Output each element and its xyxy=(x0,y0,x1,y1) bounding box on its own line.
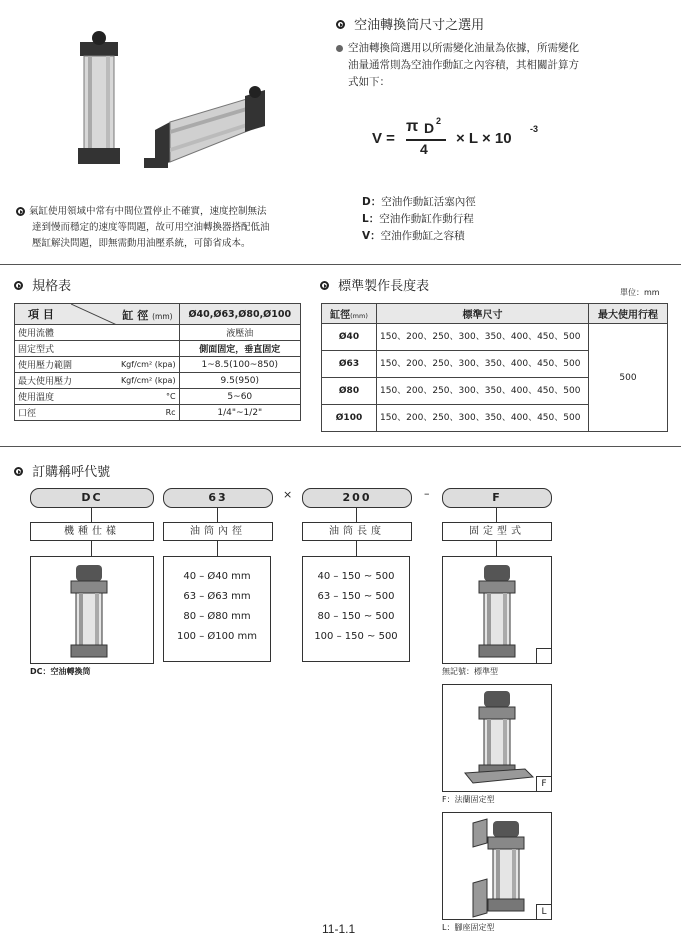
air-oil-desc-line2: 油量通常則為空油作動缸之內容積，其相關計算方 xyxy=(348,59,579,71)
spec-row-label: 固定型式 xyxy=(15,341,102,357)
standard-row-bore: Ø63 xyxy=(322,351,377,378)
code-pill-bore: 63 xyxy=(163,488,273,508)
note-line2: 達到慢而穩定的速度等問題，故可用空油轉換器搭配低油 xyxy=(32,222,270,233)
standard-row-sizes: 150、200、250、300、350、400、450、500 xyxy=(377,405,589,432)
standard-row-bore: Ø40 xyxy=(322,324,377,351)
air-oil-title-row xyxy=(336,14,484,33)
spec-row-label: 口徑 xyxy=(15,405,102,421)
bore-option: 40 – Ø40 mm xyxy=(183,571,251,582)
cylinder-flange-icon xyxy=(443,685,551,791)
order-title: 訂購稱呼代號 xyxy=(32,465,111,480)
formula-exponent: -3 xyxy=(530,124,539,134)
standard-row-sizes: 150、200、250、300、350、400、450、500 xyxy=(377,351,589,378)
note-line1: 氣缸使用領域中常有中間位置停止不確實，速度控制無法 xyxy=(29,206,267,217)
label-length: 油筒長度 xyxy=(302,522,412,541)
spec-row-label: 使用溫度 xyxy=(15,389,102,405)
bore-option: 100 – Ø100 mm xyxy=(176,631,258,642)
spec-head-bore: 缸 徑 xyxy=(122,309,149,322)
variable-definitions xyxy=(362,194,476,245)
standard-title: 標準製作長度表 xyxy=(338,279,430,294)
dot-icon xyxy=(336,45,343,52)
spec-table xyxy=(14,303,301,421)
mount-foot-caption: L：腳座固定型 xyxy=(442,923,495,932)
code-pill-mount: F xyxy=(442,488,552,508)
section-bullet-icon xyxy=(320,281,329,290)
spec-row-unit: Kgf/cm² (kpa) xyxy=(101,357,179,373)
definition-v xyxy=(362,228,476,245)
spec-row-label: 使用流體 xyxy=(15,325,102,341)
spec-row-label: 使用壓力範圍 xyxy=(15,357,102,373)
code-pill-length: 200 xyxy=(302,488,412,508)
length-options-box xyxy=(302,556,410,662)
standard-unit-note: 單位：mm xyxy=(620,288,660,297)
connector-line xyxy=(217,540,218,556)
formula-tail: × L × 10 xyxy=(456,130,512,147)
length-option: 40 – 150 ~ 500 xyxy=(317,571,395,582)
spec-row-value: 9.5(950) xyxy=(179,373,300,389)
spec-row xyxy=(15,405,301,421)
spec-row-value: 5~60 xyxy=(179,389,300,405)
length-option: 80 – 150 ~ 500 xyxy=(317,611,395,622)
section-bullet-icon xyxy=(14,281,23,290)
connector-line xyxy=(496,540,497,556)
formula-d-exponent: 2 xyxy=(436,116,442,126)
spec-title: 規格表 xyxy=(32,279,72,294)
standard-max-value: 500 xyxy=(589,324,668,432)
standard-head-bore: 缸徑 xyxy=(330,310,351,321)
spec-row-value: 1/4"~1/2" xyxy=(179,405,300,421)
definition-l xyxy=(362,211,476,228)
spec-row xyxy=(15,357,301,373)
spec-row-label: 最大使用壓力 xyxy=(15,373,102,389)
mount-standard-caption: 無記號：標準型 xyxy=(442,667,498,676)
standard-head-bore-unit: (mm) xyxy=(350,312,368,320)
definition-key: V： xyxy=(362,230,381,242)
cylinder-standard-icon xyxy=(443,557,551,663)
standard-length-table xyxy=(321,303,668,432)
section-bullet-icon xyxy=(16,207,25,216)
order-title-row xyxy=(14,461,110,480)
formula-denominator: 4 xyxy=(420,141,428,157)
spec-title-row xyxy=(14,275,71,294)
connector-line xyxy=(217,507,218,522)
formula-pi: π xyxy=(406,118,419,135)
standard-row-sizes: 150、200、250、300、350、400、450、500 xyxy=(377,324,589,351)
standard-row xyxy=(322,324,668,351)
bore-options-box xyxy=(163,556,271,662)
application-note xyxy=(16,204,316,252)
mount-letter-foot: L xyxy=(536,904,551,919)
spec-row xyxy=(15,389,301,405)
separator-dash: – xyxy=(424,487,430,500)
formula-v: V = xyxy=(372,130,395,147)
spec-row-unit: Rc xyxy=(101,405,179,421)
page-number: 11-1.1 xyxy=(322,922,356,936)
product-photo xyxy=(70,30,280,180)
spec-row-value: 液壓油 xyxy=(179,325,300,341)
definition-text: 空油作動缸活塞內徑 xyxy=(381,196,476,208)
dc-image-box xyxy=(30,556,154,664)
standard-head-max: 最大使用行程 xyxy=(589,304,668,324)
air-oil-desc-line3: 式如下： xyxy=(348,76,390,88)
separator-x-1: × xyxy=(283,488,293,501)
mount-foot-box xyxy=(442,812,552,920)
dc-caption: DC：空油轉換筒 xyxy=(30,667,91,676)
spec-row-value: 1~8.5(100~850) xyxy=(179,357,300,373)
label-bore: 油筒內徑 xyxy=(163,522,273,541)
label-model-spec: 機種仕樣 xyxy=(30,522,154,541)
formula-d: D xyxy=(424,120,435,136)
spec-row-unit: °C xyxy=(101,389,179,405)
air-oil-desc-line1: 空油轉換筒選用以所需變化油量為依據，所需變化 xyxy=(348,42,579,54)
standard-head-size: 標準尺寸 xyxy=(377,304,589,324)
air-oil-description xyxy=(336,40,646,91)
standard-title-row xyxy=(320,275,429,294)
label-mount: 固定型式 xyxy=(442,522,552,541)
spec-row xyxy=(15,373,301,389)
mount-standard-box xyxy=(442,556,552,664)
section-bullet-icon xyxy=(336,20,345,29)
spec-header-item-cell xyxy=(15,304,180,325)
connector-line xyxy=(91,507,92,522)
bore-option: 80 – Ø80 mm xyxy=(183,611,251,622)
definition-key: L： xyxy=(362,213,380,225)
standard-head-bore-cell xyxy=(322,304,377,324)
standard-row-bore: Ø100 xyxy=(322,405,377,432)
length-option: 100 – 150 ~ 500 xyxy=(314,631,398,642)
mount-letter-standard xyxy=(536,648,551,663)
note-line3: 壓缸解決問題，即無需動用油壓系統，可節省成本。 xyxy=(32,238,251,249)
standard-row-bore: Ø80 xyxy=(322,378,377,405)
divider-top xyxy=(0,264,681,265)
spec-head-unit: (mm) xyxy=(152,312,173,321)
spec-head-item: 項 目 xyxy=(28,308,54,321)
definition-text: 空油作動缸作動行程 xyxy=(379,213,474,225)
diagonal-divider xyxy=(71,304,117,325)
connector-line xyxy=(356,507,357,522)
definition-d xyxy=(362,194,476,211)
standard-row-sizes: 150、200、250、300、350、400、450、500 xyxy=(377,378,589,405)
spec-head-bore-wrap xyxy=(122,307,172,323)
bore-option: 63 – Ø63 mm xyxy=(183,591,251,602)
standard-header-row xyxy=(322,304,668,324)
spec-row-unit xyxy=(101,325,179,341)
spec-row-unit: Kgf/cm² (kpa) xyxy=(101,373,179,389)
length-option: 63 – 150 ~ 500 xyxy=(317,591,395,602)
cylinder-foot-icon xyxy=(443,813,551,919)
connector-line xyxy=(356,540,357,556)
code-pill-model: DC xyxy=(30,488,154,508)
mount-letter-flange: F xyxy=(536,776,551,791)
mount-flange-caption: F：法蘭固定型 xyxy=(442,795,495,804)
connector-line xyxy=(91,540,92,556)
spec-row-unit xyxy=(101,341,179,357)
spec-row-value: 側面固定，垂直固定 xyxy=(179,341,300,357)
section-bullet-icon xyxy=(14,467,23,476)
spec-header-row xyxy=(15,304,301,325)
definition-key: D： xyxy=(362,196,382,208)
connector-line xyxy=(496,507,497,522)
spec-head-value: Ø40,Ø63,Ø80,Ø100 xyxy=(179,304,300,325)
spec-row xyxy=(15,325,301,341)
cylinder-vertical-icon xyxy=(31,557,153,663)
spec-row xyxy=(15,341,301,357)
definition-text: 空油作動缸之容積 xyxy=(380,230,465,242)
air-oil-title: 空油轉換筒尺寸之選用 xyxy=(354,18,485,33)
divider-bottom xyxy=(0,446,681,447)
mount-flange-box xyxy=(442,684,552,792)
